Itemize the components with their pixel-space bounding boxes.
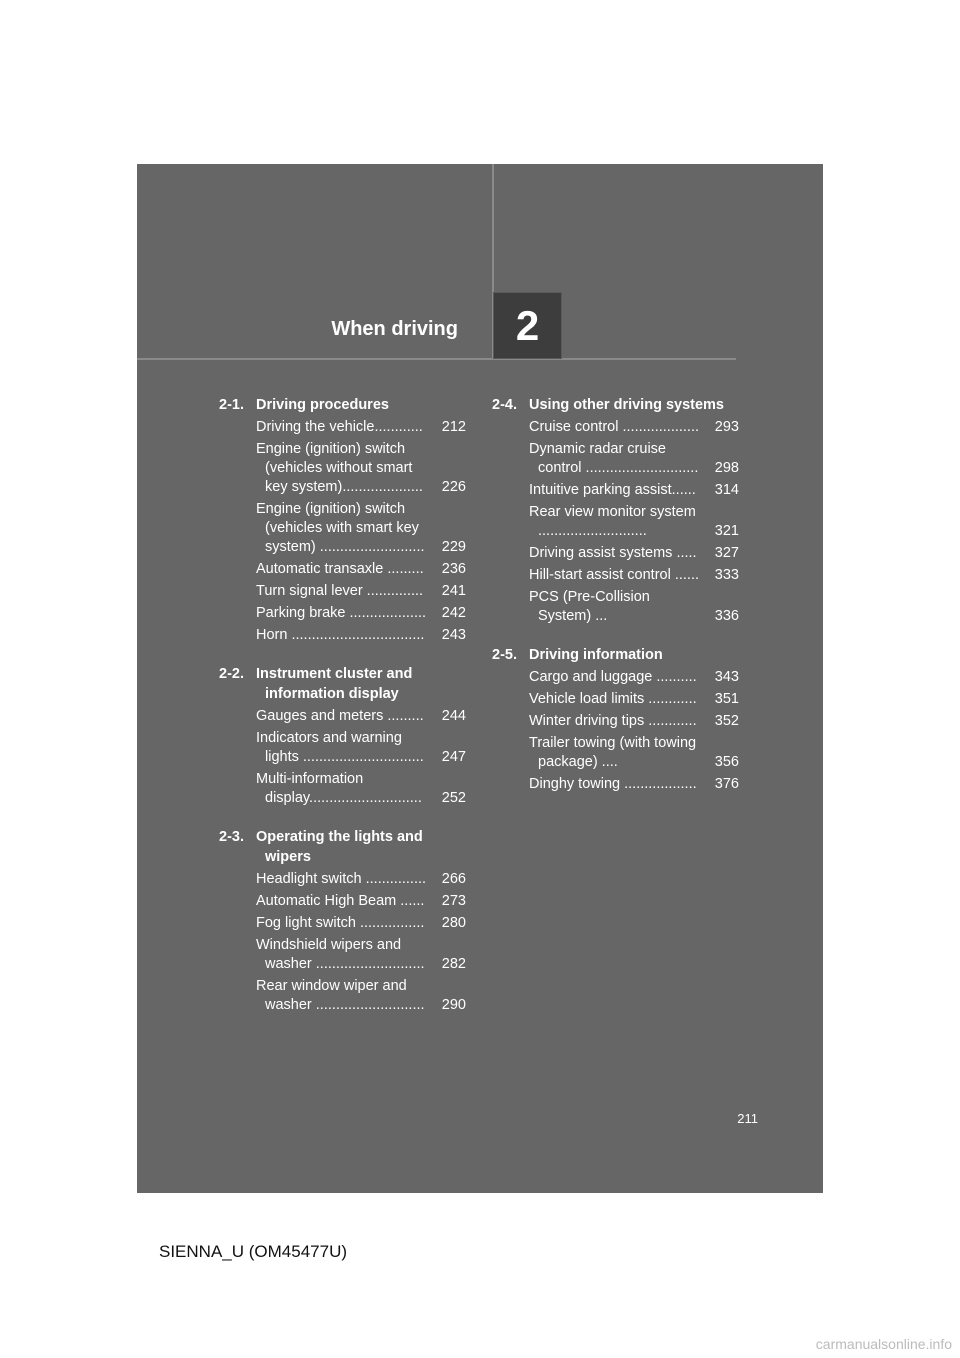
toc-entry[interactable] xyxy=(214,582,466,601)
toc-entry[interactable] xyxy=(487,668,739,687)
toc-section xyxy=(487,645,739,794)
toc-entry[interactable] xyxy=(214,440,466,497)
entry-page-number: 244 xyxy=(441,708,466,724)
section-heading[interactable] xyxy=(214,664,466,704)
entry-title: Cargo and luggage .......... xyxy=(529,669,697,685)
entry-page-number: 336 xyxy=(714,608,739,624)
chapter-title: When driving xyxy=(331,318,458,340)
entry-title: Vehicle load limits ............ xyxy=(529,691,697,707)
section-title: Instrument cluster and information display xyxy=(256,666,413,702)
section-heading[interactable] xyxy=(487,395,739,415)
entry-title: Rear window wiper and washer ........................... xyxy=(256,978,425,1013)
section-number: 2-2. xyxy=(219,666,244,682)
entry-page-number: 229 xyxy=(441,539,466,555)
toc-entry[interactable] xyxy=(214,936,466,974)
toc-entry[interactable] xyxy=(487,588,739,626)
entry-title: Gauges and meters ......... xyxy=(256,708,424,724)
toc-entry[interactable] xyxy=(487,566,739,585)
watermark: carmanualsonline.info xyxy=(815,1336,952,1352)
toc-entry[interactable] xyxy=(487,481,739,500)
toc-entry[interactable] xyxy=(487,418,739,437)
entry-title: Engine (ignition) switch (vehicles without smart key system).................... xyxy=(256,441,423,495)
entry-title: Windshield wipers and washer ........................... xyxy=(256,937,425,972)
toc-entry[interactable] xyxy=(214,418,466,437)
entry-title: Fog light switch ................ xyxy=(256,915,425,931)
entry-page-number: 327 xyxy=(714,545,739,561)
entry-page-number: 280 xyxy=(441,915,466,931)
entry-page-number: 293 xyxy=(714,419,739,435)
entry-title: Winter driving tips ............ xyxy=(529,713,697,729)
section-title: Driving procedures xyxy=(256,397,389,413)
toc-entry[interactable] xyxy=(214,770,466,808)
entry-page-number: 226 xyxy=(441,479,466,495)
entry-page-number: 376 xyxy=(714,776,739,792)
entry-page-number: 290 xyxy=(441,997,466,1013)
entry-title: Trailer towing (with towing package) .... xyxy=(529,735,697,770)
entry-page-number: 333 xyxy=(714,567,739,583)
chapter-number-box xyxy=(493,292,562,359)
toc-entry[interactable] xyxy=(214,977,466,1015)
footer-model-code: SIENNA_U (OM45477U) xyxy=(159,1242,348,1261)
toc-entry[interactable] xyxy=(487,503,739,541)
entry-page-number: 282 xyxy=(441,956,466,972)
section-heading[interactable] xyxy=(214,395,466,415)
toc-entry[interactable] xyxy=(487,690,739,709)
toc-section xyxy=(214,395,466,645)
entry-page-number: 236 xyxy=(441,561,466,577)
section-number: 2-1. xyxy=(219,397,244,413)
entry-title: Hill-start assist control ...... xyxy=(529,567,700,583)
entry-title: Dynamic radar cruise control ............................ xyxy=(529,441,699,476)
toc-entry[interactable] xyxy=(487,775,739,794)
toc-entry[interactable] xyxy=(214,500,466,557)
toc-entry[interactable] xyxy=(214,914,466,933)
entry-title: Automatic transaxle ......... xyxy=(256,561,424,577)
entry-title: Horn ................................. xyxy=(256,627,425,643)
toc-entry[interactable] xyxy=(214,626,466,645)
section-number: 2-4. xyxy=(492,397,517,413)
entry-page-number: 247 xyxy=(441,749,466,765)
entry-page-number: 241 xyxy=(441,583,466,599)
entry-title: Driving assist systems ..... xyxy=(529,545,697,561)
section-title: Driving information xyxy=(529,647,663,663)
section-number: 2-3. xyxy=(219,829,244,845)
toc-entry[interactable] xyxy=(487,734,739,772)
toc-entry[interactable] xyxy=(214,729,466,767)
toc-entry[interactable] xyxy=(214,892,466,911)
section-heading[interactable] xyxy=(487,645,739,665)
entry-title: Multi-information display............................ xyxy=(256,771,422,806)
chapter-number: 2 xyxy=(515,301,540,349)
toc-column-left xyxy=(214,395,466,1034)
entry-title: Rear view monitor system ........................... xyxy=(529,504,696,539)
entry-title: Headlight switch ............... xyxy=(256,871,427,887)
toc-entry[interactable] xyxy=(214,707,466,726)
entry-title: Automatic High Beam ...... xyxy=(256,893,425,909)
entry-page-number: 273 xyxy=(441,893,466,909)
section-title: Operating the lights and wipers xyxy=(256,829,423,865)
entry-page-number: 352 xyxy=(714,713,739,729)
toc-entry[interactable] xyxy=(214,604,466,623)
entry-title: Cruise control ................... xyxy=(529,419,700,435)
entry-title: Dinghy towing .................. xyxy=(529,776,697,792)
toc-section xyxy=(214,664,466,808)
toc-column-right xyxy=(487,395,739,813)
toc-section xyxy=(487,395,739,626)
entry-page-number: 314 xyxy=(714,482,739,498)
page-number: 211 xyxy=(737,1111,758,1126)
divider-horizontal xyxy=(137,358,736,360)
toc-entry[interactable] xyxy=(214,560,466,579)
entry-title: Intuitive parking assist...... xyxy=(529,482,696,498)
entry-page-number: 243 xyxy=(441,627,466,643)
entry-title: Turn signal lever .............. xyxy=(256,583,424,599)
toc-entry[interactable] xyxy=(487,712,739,731)
entry-title: PCS (Pre-Collision System) ... xyxy=(529,589,650,624)
entry-title: Driving the vehicle............ xyxy=(256,419,423,435)
section-heading[interactable] xyxy=(214,827,466,867)
entry-page-number: 351 xyxy=(714,691,739,707)
entry-page-number: 212 xyxy=(441,419,466,435)
entry-title: Parking brake ................... xyxy=(256,605,427,621)
section-title: Using other driving systems xyxy=(529,397,724,413)
toc-entry[interactable] xyxy=(487,544,739,563)
toc-entry[interactable] xyxy=(214,870,466,889)
section-number: 2-5. xyxy=(492,647,517,663)
toc-section xyxy=(214,827,466,1015)
entry-title: Engine (ignition) switch (vehicles with smart key system) .......................... xyxy=(256,501,425,555)
entry-page-number: 298 xyxy=(714,460,739,476)
entry-title: Indicators and warning lights .............................. xyxy=(256,730,424,765)
entry-page-number: 343 xyxy=(714,669,739,685)
entry-page-number: 252 xyxy=(441,790,466,806)
entry-page-number: 266 xyxy=(441,871,466,887)
toc-entry[interactable] xyxy=(487,440,739,478)
entry-page-number: 356 xyxy=(714,754,739,770)
entry-page-number: 242 xyxy=(441,605,466,621)
entry-page-number: 321 xyxy=(714,523,739,539)
